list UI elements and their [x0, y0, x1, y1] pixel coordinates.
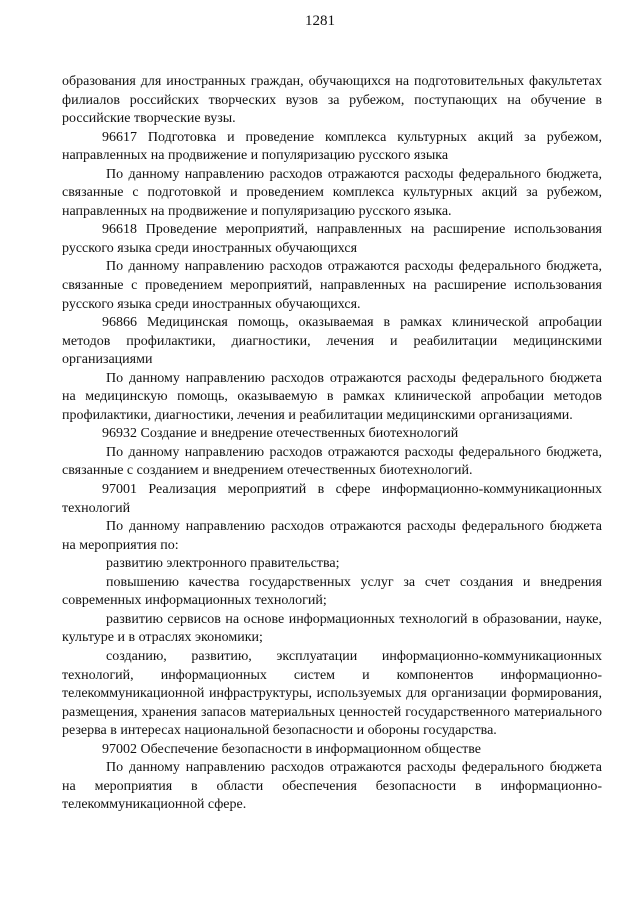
section-heading-96932: 96932 Создание и внедрение отечественных биотехнологий [102, 426, 459, 442]
paragraph-97002-desc: По данному направлению расходов отражаются расходы федерального бюджета на мероприятия в области обеспечения безопасности в информационно-телекоммуникационной сфере. [62, 760, 602, 813]
page-number: 1281 [305, 13, 335, 29]
document-body [62, 73, 602, 815]
section-heading-97001: 97001 Реализация мероприятий в сфере информационно-коммуникационных технологий [62, 482, 602, 516]
paragraph-continuation: образования для иностранных граждан, обучающихся на подготовительных факультетах филиалов российских творческих вузов за рубежом, поступающих на обучение в российские творческие вузы. [62, 74, 602, 127]
paragraph-96617-desc: По данному направлению расходов отражаются расходы федерального бюджета, связанные с подготовкой и проведением комплекса культурных акций за рубежом, направленных на продвижение и популяризацию русского языка. [62, 166, 602, 219]
section-heading-96617: 96617 Подготовка и проведение комплекса культурных акций за рубежом, направленных на продвижение и популяризацию русского языка [62, 129, 602, 164]
paragraph-96932-desc: По данному направлению расходов отражаются расходы федерального бюджета, связанные с созданием и внедрением отечественных биотехнологий. [62, 444, 602, 479]
list-item-e-government: развитию электронного правительства; [106, 556, 340, 572]
paragraph-96866-desc: По данному направлению расходов отражаются расходы федерального бюджета на медицинскую помощь, оказываемую в рамках клинической апробации методов профилактики, диагностики, лечения и реабилитации медицинскими организациями. [62, 370, 602, 423]
paragraph-97001-desc: По данному направлению расходов отражаются расходы федерального бюджета на мероприятия по: [62, 519, 602, 553]
section-heading-97002: 97002 Обеспечение безопасности в информационном обществе [102, 741, 482, 757]
section-heading-96618: 96618 Проведение мероприятий, направленных на расширение использования русского языка среди иностранных обучающихся [62, 222, 602, 256]
section-heading-96866: 96866 Медицинская помощь, оказываемая в рамках клинической апробации методов профилактики, диагностики, лечения и реабилитации медицинскими организациями [62, 315, 602, 368]
list-item-service-quality: повышению качества государственных услуг за счет создания и внедрения современных информационных технологий; [62, 574, 602, 609]
list-item-it-services: развитию сервисов на основе информационных технологий в образовании, науке, культуре и в отраслях экономики; [62, 611, 602, 646]
list-item-ict-infrastructure: созданию, развитию, эксплуатации информационно-коммуникационных технологий, информационных систем и компонентов информационно-телекоммуникационной инфраструктуры, используемых для организации формирования, размещения, хранения запасов материальных ценностей государственного материального резерва в интересах национальной безопасности и обороны государства. [62, 648, 602, 739]
paragraph-96618-desc: По данному направлению расходов отражаются расходы федерального бюджета, связанные с проведением мероприятий, направленных на расширение использования русского языка среди иностранных обучающихся. [62, 259, 602, 312]
